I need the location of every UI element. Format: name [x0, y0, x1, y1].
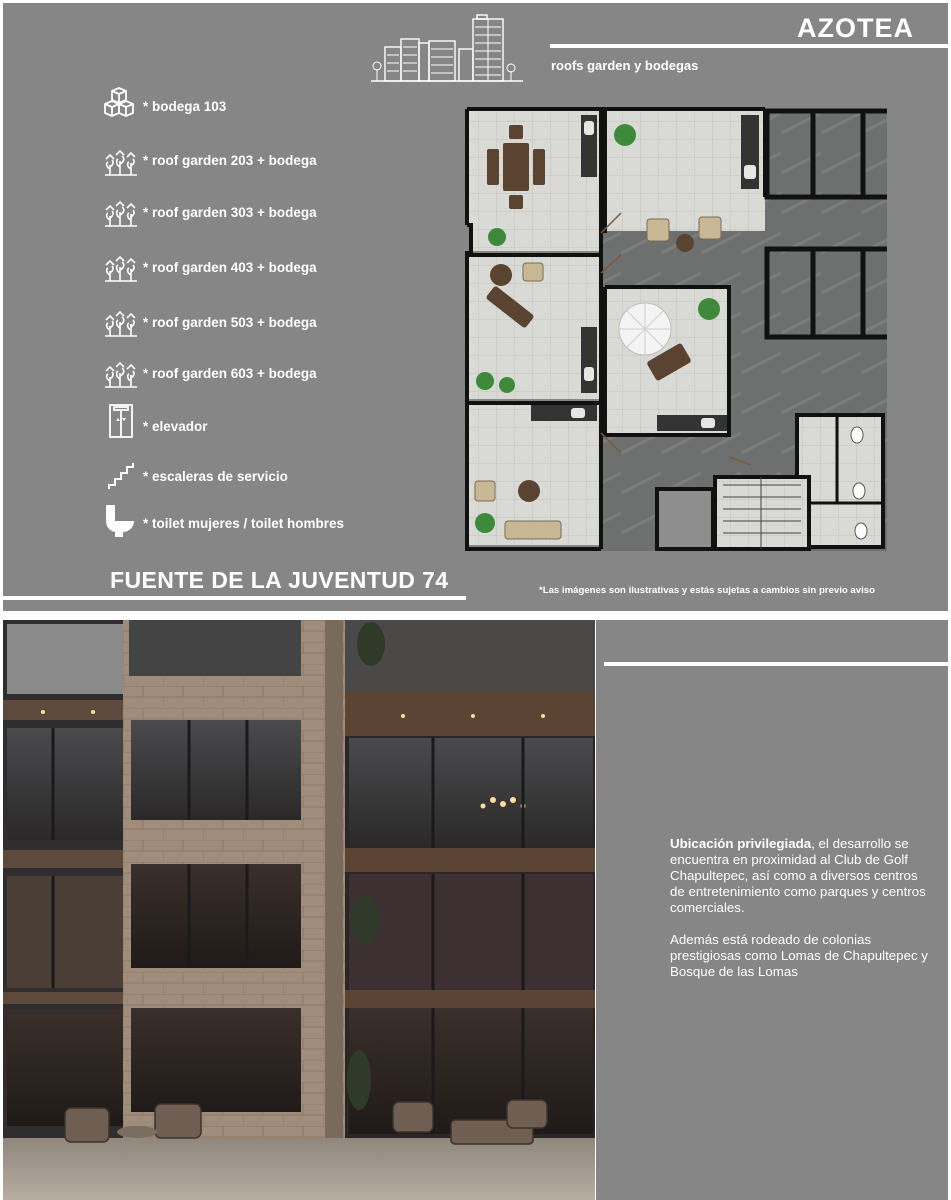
location-description — [670, 836, 930, 980]
disclaimer-text: *Las imágenes son ilustrativas y estás sujetas a cambios sin previo aviso — [539, 585, 875, 596]
page-subtitle: roofs garden y bodegas — [551, 58, 699, 73]
plants-icon — [103, 196, 139, 232]
legend-label: * roof garden 303 + bodega — [143, 205, 317, 220]
building-facade-render — [3, 620, 595, 1200]
legend-item-bodega — [103, 87, 463, 127]
title-divider — [550, 44, 948, 48]
boxes-icon — [103, 87, 139, 123]
location-paragraph-1-text: , el desarrollo se encuentra en proximidad al Club de Golf Chapultepec, así como a diversos centros de entretenimiento como parques y centros comerciales. — [670, 836, 926, 915]
legend-item-roof-garden-603 — [103, 357, 463, 397]
legend-item-roof-garden-503 — [103, 306, 463, 346]
legend-item-escaleras — [103, 457, 463, 497]
plants-icon — [103, 357, 139, 393]
plants-icon — [103, 251, 139, 287]
legend-label: * roof garden 503 + bodega — [143, 315, 317, 330]
legend-label: * roof garden 203 + bodega — [143, 153, 317, 168]
project-name: FUENTE DE LA JUVENTUD 74 — [110, 567, 449, 593]
legend-label: * roof garden 603 + bodega — [143, 366, 317, 381]
legend-item-roof-garden-203 — [103, 145, 463, 185]
legend-label: * bodega 103 — [143, 99, 227, 114]
legend-item-roof-garden-303 — [103, 196, 463, 236]
legend-label: * roof garden 403 + bodega — [143, 260, 317, 275]
legend-item-toilet — [103, 503, 463, 543]
building-skyline-icon — [371, 13, 523, 85]
location-paragraph-1 — [670, 836, 930, 916]
info-divider — [604, 662, 948, 666]
location-highlight: Ubicación privilegiada — [670, 836, 812, 851]
toilet-icon — [103, 503, 139, 539]
location-paragraph-2: Además está rodeado de colonias prestigiosas como Lomas de Chapultepec y Bosque de las Lomas — [670, 932, 928, 979]
stairs-icon — [103, 457, 139, 493]
rooftop-floor-plan — [461, 103, 887, 551]
location-info-panel — [596, 620, 948, 1200]
legend-label: * toilet mujeres / toilet hombres — [143, 516, 345, 531]
legend-label: * escaleras de servicio — [143, 469, 288, 484]
plants-icon — [103, 306, 139, 342]
plants-icon — [103, 145, 139, 181]
elevator-icon — [103, 403, 139, 439]
rooftop-plan-panel — [3, 3, 948, 611]
project-name-underline — [3, 596, 466, 600]
legend-item-elevador — [103, 403, 463, 443]
legend-item-roof-garden-403 — [103, 251, 463, 291]
page-title: AZOTEA — [797, 13, 914, 43]
legend-label: * elevador — [143, 419, 208, 434]
